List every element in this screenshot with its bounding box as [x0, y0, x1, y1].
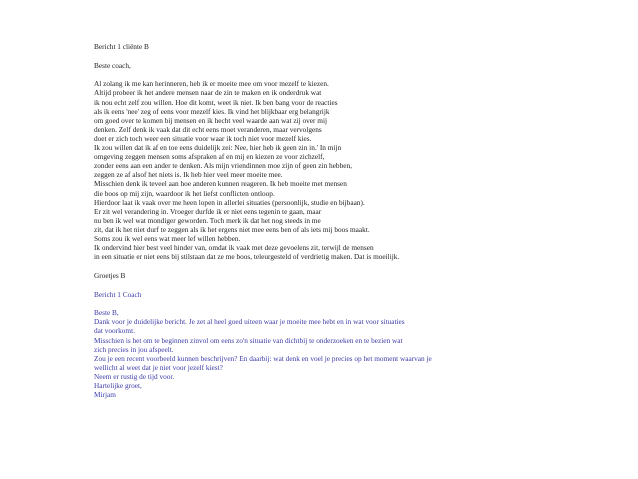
coach-line: Dank voor je duidelijke bericht. Je zet al heel goed uiteen waar je moeite mee hebt en in wat voor situaties — [94, 317, 405, 327]
client-line: zonder eens aan een ander te denken. Als mijn vriendinnen moe zijn of geen zin hebben, — [94, 161, 352, 171]
client-line: ik nou echt zelf zou willen. Hoe dit komt, weet ik niet. Ik ben bang voor de reacties — [94, 97, 338, 107]
coach-line: Misschien is het om te beginnen zinvol om eens zo'n situatie van dichtbij te onderzoeken en te bezien wat — [94, 335, 403, 345]
client-line: Misschien denk ik teveel aan hoe anderen kunnen reageren. Ik heb moeite met mensen — [94, 179, 347, 189]
coach-salutation: Beste B, — [94, 308, 119, 318]
client-line: Altijd probeer ik het andere mensen naar de zin te maken en ik onderdruk wat — [94, 88, 322, 98]
coach-line: Neem er rustig de tijd voor. — [94, 371, 175, 381]
client-line: nu ben ik wel wat mondiger geworden. Toch merk ik dat het nog steeds in me — [94, 215, 321, 225]
client-line: zeggen ze af alsof het niets is. Ik heb hier veel meer moeite mee. — [94, 170, 283, 180]
client-line: Ik zou willen dat ik af en toe eens duidelijk zei: Nee, hier heb ik geen zin in.' In mijn — [94, 143, 342, 153]
client-line: zit, dat ik het niet durf te zeggen als ik het ergens niet mee eens ben of als iets mij boos maakt. — [94, 224, 370, 234]
coach-message — [94, 290, 614, 400]
client-line: om goed over te komen bij mensen en ik hecht veel waarde aan wat zij over mij — [94, 115, 328, 125]
coach-signature: Mirjam — [94, 390, 116, 400]
coach-line: Hartelijke groet, — [94, 380, 142, 390]
client-line: denken. Zelf denk ik vaak dat dit echt eens moet veranderen, maar vervolgens — [94, 124, 322, 134]
coach-line: Zou je een recent voorbeeld kunnen beschrijven? En daarbij: wat denk en voel je precies op het moment waarvan je — [94, 353, 432, 363]
client-line: Ik ondervind hier best veel hinder van, omdat ik vaak met deze gevoelens zit, terwijl de mensen — [94, 243, 374, 253]
client-line: die boos op mij zijn, waardoor ik het liefst conflicten ontloop. — [94, 188, 275, 198]
coach-message-heading: Bericht 1 Coach — [94, 289, 142, 299]
client-line: Er zit wel verandering in. Vroeger durfde ik er niet eens tegenin te gaan, maar — [94, 206, 322, 216]
client-message-heading: Bericht 1 cliënte B — [94, 42, 149, 51]
coach-line: dat voorkomt. — [94, 326, 135, 336]
client-closing: Groetjes B — [94, 270, 126, 280]
coach-line: zich precies in jou afspeelt. — [94, 344, 174, 354]
client-line: Hierdoor laat ik vaak over me heen lopen in allerlei situaties (persoonlijk, studie en bijbaan). — [94, 197, 365, 207]
client-line: Soms zou ik wel eens wat meer lef willen hebben. — [94, 233, 241, 243]
client-line: in een situatie er niet eens bij stilstaan dat ze me boos, teleurgesteld of verdrietig maken. Dat is moeilijk. — [94, 252, 400, 262]
client-line: Al zolang ik me kan herinneren, heb ik er moeite mee om voor mezelf te kiezen. — [94, 79, 329, 89]
client-line: doet er zich toch weer een situatie voor waar ik toch niet voor mezelf kies. — [94, 133, 312, 143]
client-message-body — [94, 79, 614, 261]
client-line: omgeving zeggen mensen soms afspraken af en mij en kiezen ze voor zichzelf, — [94, 152, 325, 162]
client-line: als ik eens 'nee' zeg of eens voor mezelf kies. Ik vind het blijkbaar erg belangrijk — [94, 106, 330, 116]
client-salutation: Beste coach, — [94, 60, 131, 70]
document-body — [94, 42, 614, 399]
coach-line: wellicht al weet dat je niet voor jezelf kiest? — [94, 362, 223, 372]
